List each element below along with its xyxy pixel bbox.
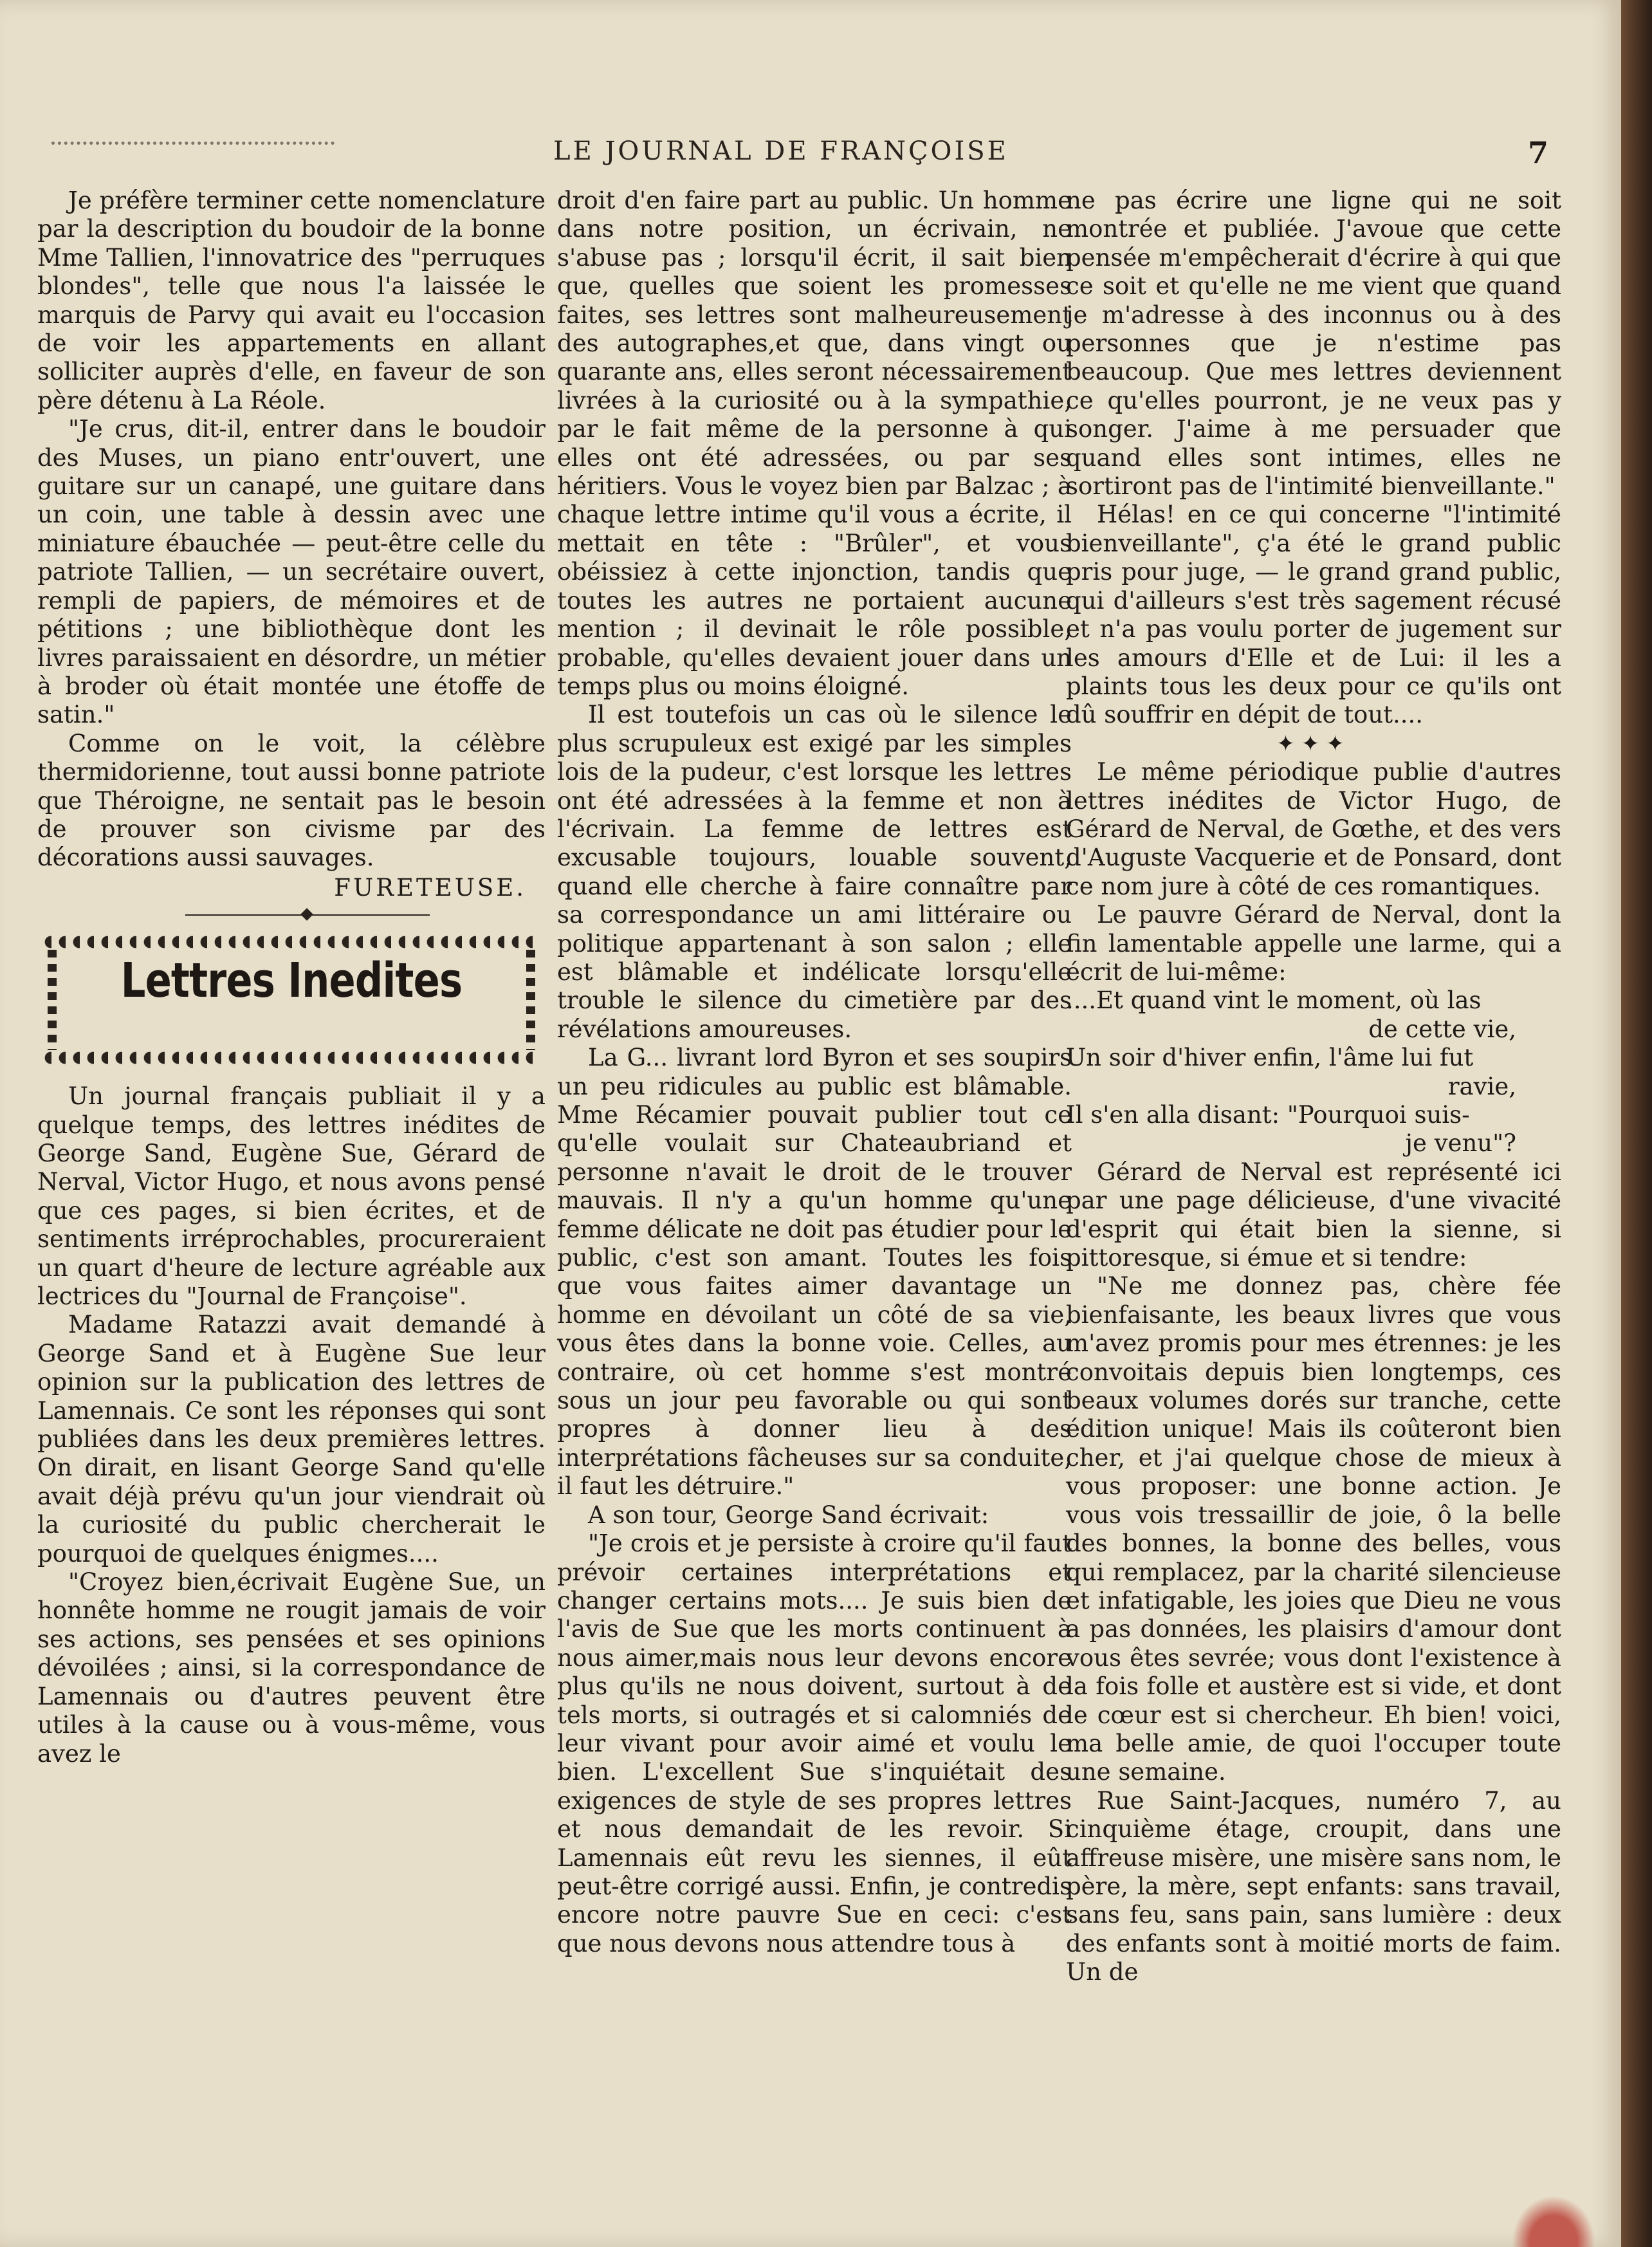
- poem-line: Un soir d'hiver enfin, l'âme lui fut: [1066, 1044, 1474, 1072]
- poem-line-continuation: ravie,: [1447, 1072, 1516, 1100]
- paragraph: Madame Ratazzi avait demandé à George Sand et à Eugène Sue leur opinion sur la publication des lettres de Lamennais. Ce sont les réponses qui sont publiées dans les deux premières lettres. On dirait, en lisant George Sand qu'elle avait déjà prévu qu'un jour viendrait où la curiosité du public chercherait le pourquoi de quelques énigmes....: [37, 1311, 546, 1567]
- ornamental-border-bottom: [44, 1050, 539, 1066]
- column-3: [1066, 187, 1561, 1987]
- paragraph: Le même périodique publie d'autres lettres inédites de Victor Hugo, de Gérard de Nerval, de Gœthe, et des vers d'Auguste Vacquerie et de Ponsard, dont ce nom jure à côté de ces romantiques.: [1066, 758, 1561, 900]
- paragraph: "Ne me donnez pas, chère fée bienfaisante, les beaux livres que vous m'avez promis pour mes étrennes: je les convoitais depuis bien longtemps, ces beaux volumes dorés sur tranche, cette édition unique! Mais ils coûteront bien cher, et j'ai quelque chose de mieux à vous proposer: une bonne action. Je vous vois tressaillir de joie, ô la belle des bonnes, la bonne des belles, vous qui remplacez, par la charité silencieuse et infatigable, les joies que Dieu ne vous a pas données, les plaisirs d'amour dont vous êtes sevrée; vous dont l'existence à la fois folle et austère est si vide, et dont le cœur est si chercheur. Eh bien! voici, ma belle amie, de quoi l'occuper toute une semaine.: [1066, 1272, 1561, 1786]
- paragraph: Il est toutefois un cas où le silence le plus scrupuleux est exigé par les simples lois de la pudeur, c'est lorsque les lettres ont été adressées à la femme et non à l'écrivain. La femme de lettres est excusable toujours, louable souvent, quand elle cherche à faire connaître par sa correspondance un ami littéraire ou politique appartenant à son salon ; elle est blâmable et indélicate lorsqu'elle trouble le silence du cimetière par des révélations amoureuses.: [557, 701, 1072, 1043]
- page-number: 7: [1528, 135, 1549, 170]
- ornament-separator: ✦✦✦: [1276, 730, 1351, 757]
- poem-line-continuation: je venu"?: [1405, 1129, 1516, 1158]
- paragraph: Rue Saint-Jacques, numéro 7, au cinquième étage, croupit, dans une affreuse misère, une misère sans nom, le père, la mère, sept enfants: sans travail, sans feu, sans pain, sans lumière : deux des enfants sont à moitié morts de faim. Un de: [1066, 1786, 1561, 1986]
- paragraph: Comme on le voit, la célèbre thermidorienne, tout aussi bonne patriote que Théroigne, ne sentait pas le besoin de prouver son civisme par des décorations aussi sauvages.: [37, 729, 546, 872]
- paragraph: Le pauvre Gérard de Nerval, dont la fin lamentable appelle une larme, qui a écrit de lui-même:: [1066, 901, 1561, 986]
- section-divider: [37, 902, 546, 928]
- paragraph: La G... livrant lord Byron et ses soupirs un peu ridicules au public est blâmable. Mme Récamier pouvait publier tout ce qu'elle voulait sur Chateaubriand et personne n'avait le droit de le trouver mauvais. Il n'y a qu'un homme qu'une femme délicate ne doit pas étudier pour le public, c'est son amant. Toutes les fois que vous faites aimer davantage un homme en dévoilant un côté de sa vie, vous êtes dans la bonne voie. Celles, au contraire, où cet homme s'est montré sous un jour peu favorable ou qui sont propres à donner lieu à des interprétations fâcheuses sur sa conduite, il faut les détruire.": [557, 1044, 1072, 1501]
- binding-edge: [1621, 0, 1652, 2247]
- paragraph: A son tour, George Sand écrivait:: [588, 1501, 989, 1529]
- paragraph: "Croyez bien,écrivait Eugène Sue, un honnête homme ne rougit jamais de voir ses actions, ses pensées et ses opinions dévoilées ; ainsi, si la correspondance de Lamennais ou d'autres peuvent être utiles à la cause ou à vous-même, vous avez le: [37, 1568, 546, 1768]
- paragraph: "Je crois et je persiste à croire qu'il faut prévoir certaines interprétations et changer certains mots.... Je suis bien de l'avis de Sue que les morts continuent à nous aimer,mais nous leur devons encore plus qu'ils ne nous doivent, surtout à de tels morts, si outragés et si calomniés de leur vivant pour avoir aimé et voulu le bien. L'excellent Sue s'inquiétait des exigences de style de ses propres lettres et nous demandait de les revoir. Si Lamennais eût revu les siennes, il eût peut-être corrigé aussi. Enfin, je contredis encore notre pauvre Sue en ceci: c'est que nous devons nous attendre tous à: [557, 1530, 1072, 1957]
- paper-stain: [1512, 2196, 1595, 2247]
- ornamental-border-right: [526, 950, 535, 1050]
- divider-diamond: [300, 908, 313, 921]
- section-title-box: [44, 934, 539, 1066]
- paragraph: Hélas! en ce qui concerne "l'intimité bienveillante", ç'a été le grand public pris pour juge, — le grand grand public, qui d'ailleurs s'est très sagement récusé et n'a pas voulu porter de jugement sur les amours d'Elle et de Lui: il les a plaints tous les deux pour ce qu'ils ont dû souffrir en dépit de tout....: [1066, 501, 1561, 729]
- poem-quote: [1066, 986, 1561, 1158]
- paragraph: ne pas écrire une ligne qui ne soit montrée et publiée. J'avoue que cette pensée m'empêcherait d'écrire à qui que ce soit et qu'elle ne me vient que quand je m'adresse à des inconnus ou à des personnes que je n'estime pas beaucoup. Que mes lettres deviennent ce qu'elles pourront, je ne veux pas y songer. J'aime à me persuader que quand elles sont intimes, elles ne sortiront pas de l'intimité bienveillante.": [1066, 187, 1561, 501]
- paragraph: Un journal français publiait il y a quelque temps, des lettres inédites de George Sand, Eugène Sue, Gérard de Nerval, Victor Hugo, et nous avons pensé que ces pages, si bien écrites, et de sentiments irréprochables, procureraient un quart d'heure de lecture agréable aux lectrices du "Journal de Françoise".: [37, 1082, 546, 1310]
- ornamental-border-top: [44, 934, 539, 950]
- poem-line-continuation: de cette vie,: [1368, 1015, 1516, 1043]
- page-header: [0, 129, 1621, 174]
- ornamental-border-left: [48, 950, 57, 1050]
- column-1: [37, 187, 546, 1768]
- running-title: LE JOURNAL DE FRANÇOISE: [553, 136, 1009, 166]
- section-title: Lettres Inedites: [120, 953, 463, 1009]
- author-signature: FURETEUSE.: [334, 873, 526, 902]
- paragraph: Gérard de Nerval est représenté ici par une page délicieuse, d'une vivacité d'esprit qui était bien la sienne, si pittoresque, si émue et si tendre:: [1066, 1158, 1561, 1272]
- paragraph: Je préfère terminer cette nomenclature par la description du boudoir de la bonne Mme Tallien, l'innovatrice des "perruques blondes", telle que nous l'a laissée le marquis de Parvy qui avait eu l'occasion de voir les appartements en allant solliciter auprès d'elle, en faveur de son père détenu à La Réole.: [37, 187, 546, 414]
- paragraph: "Je crus, dit-il, entrer dans le boudoir des Muses, un piano entr'ouvert, une guitare sur un canapé, une guitare dans un coin, une table à dessin avec une miniature ébauchée — peut-être celle du patriote Tallien, — un secrétaire ouvert, rempli de papiers, de mémoires et de pétitions ; une bibliothèque dont les livres paraissaient en désordre, un métier à broder où était montée une étoffe de satin.": [37, 415, 546, 729]
- column-2: [557, 187, 1072, 1958]
- header-smudge: [51, 142, 335, 156]
- poem-line: ....Et quand vint le moment, où las: [1066, 986, 1482, 1015]
- poem-line: Il s'en alla disant: "Pourquoi suis-: [1066, 1101, 1470, 1129]
- paragraph: droit d'en faire part au public. Un homme dans notre position, un écrivain, ne s'abuse pas ; lorsqu'il écrit, il sait bien que, quelles que soient les promesses faites, ses lettres sont malheureusement des autographes,et que, dans vingt ou quarante ans, elles seront nécessairement livrées à la curiosité ou à la sympathie, par le fait même de la personne à qui elles ont été adressées, ou par ses héritiers. Vous le voyez bien par Balzac ; à chaque lettre intime qu'il vous a écrite, il mettait en tête : "Brûler", et vous obéissiez à cette injonction, tandis que toutes les autres ne portaient aucune mention ; il devinait le rôle possible, probable, qu'elles devaient jouer dans un temps plus ou moins éloigné.: [557, 187, 1072, 700]
